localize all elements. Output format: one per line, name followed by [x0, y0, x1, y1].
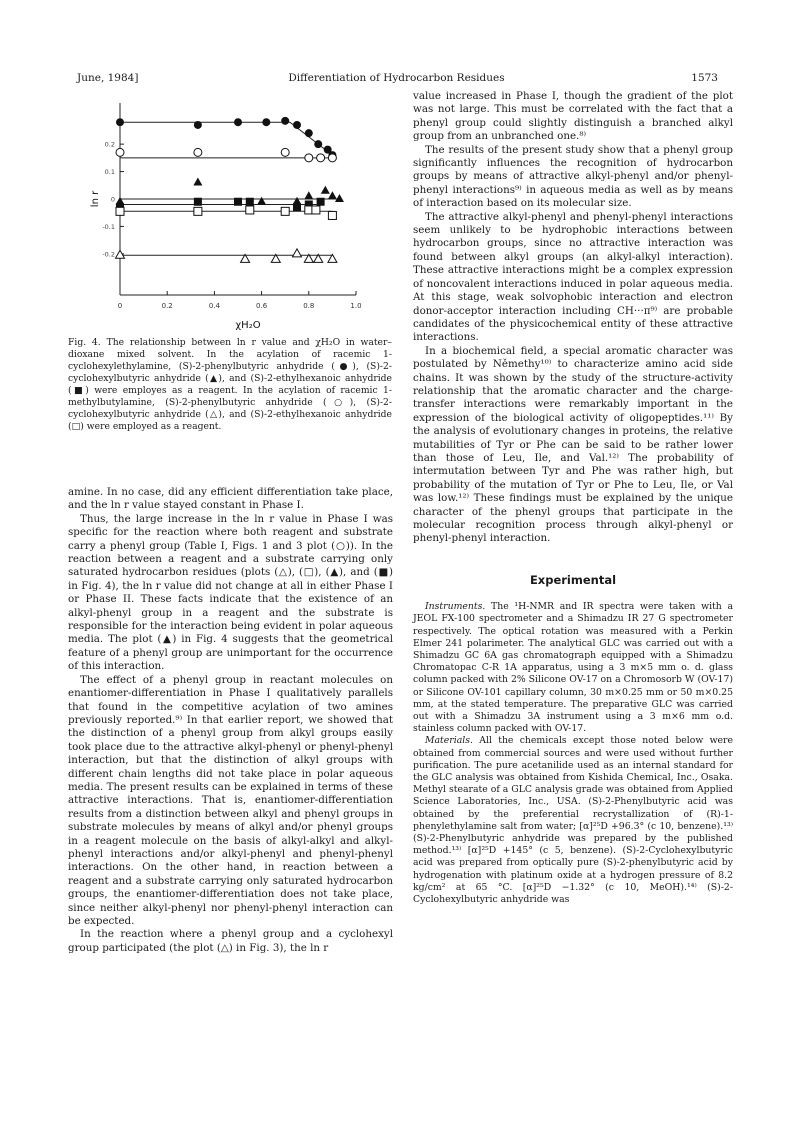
instruments-text: The ¹H-NMR and IR spectra were taken with a JEOL FX-100 spectrometer and a Shimadzu IR 27 G spectrometer respectively. The optical rotation was measured with a Perkin Elmer 241 polarimeter. The analytical GLC was carried out with a Shimadzu GC 6A gas chromatograph equipped with a Shimadzu Chromatopac C-R 1A apparatus, using a 3 m×5 mm o. d. glass column packed with 2% Silicone OV-17 on a Chromosorb W (OV-17) or Silicone OV-101 capillary column, 30 m×0.25 mm or 50 m×0.25 mm, at the stated temperature. The preparative GLC was carried out with a Shimadzu 3A instrument using a 3 m×6 mm o.d. stainless column packed with OV-17. [413, 601, 733, 735]
data-point-filled-triangle [335, 194, 344, 202]
data-point-open-circle [305, 154, 313, 162]
page-number: 1573 [691, 72, 718, 84]
data-point-filled-circle [281, 117, 289, 125]
y-axis-label: ln r [90, 190, 101, 208]
paragraph-instruments [413, 601, 733, 735]
paragraph: The effect of a phenyl group in reactant molecules on enantiomer-differentiation in Phase I qualitatively parallels that found in the competitive acylation of two amines previously reported.⁹⁾ In that earlier report, we showed that the distinction of a phenyl group from alkyl groups easily took place due to the attractive alkyl-phenyl or phenyl-phenyl interaction, but that the distinction of alkyl groups with different chain lengths did not take place in polar aqueous media. The present results can be explained in terms of these attractive interactions. That is, enantiomer-differentiation results from a distinction between alkyl and phenyl groups in substrate molecules by means of alkyl and/or phenyl groups in a reagent molecule on the basis of alkyl-alkyl and alkyl-phenyl interactions and/or alkyl-phenyl and phenyl-phenyl interactions. On the other hand, in reaction between a reagent and a substrate carrying only saturated hydrocarbon groups, the enantiomer-differentiation does not take place, since neither alkyl-phenyl nor phenyl-phenyl interaction can be expected. [68, 673, 393, 927]
section-heading-experimental: Experimental [529, 572, 617, 587]
data-point-open-triangle [293, 249, 302, 257]
data-point-open-circle [317, 154, 325, 162]
data-point-filled-circle [194, 121, 202, 129]
y-tick-label: 0.2 [104, 140, 115, 149]
x-axis-label: χH₂O [235, 320, 261, 331]
paragraph: The results of the present study show that a phenyl group significantly influences the recognition of hydrocarbon groups by means of attractive alkyl-phenyl and/or phenyl-phenyl interactions⁹⁾ in aqueous media as well as by means of interaction based on its molecular size. [413, 143, 733, 210]
paragraph-materials [413, 735, 733, 906]
left-column [68, 486, 393, 955]
data-point-open-square [246, 206, 254, 214]
data-point-open-square [281, 207, 289, 215]
x-tick-label: 1.0 [350, 302, 362, 310]
right-column [413, 90, 733, 906]
figure-caption [68, 337, 392, 433]
data-point-filled-triangle [304, 191, 313, 199]
data-point-filled-square [234, 198, 242, 206]
data-point-filled-triangle [321, 186, 330, 194]
data-point-filled-circle [314, 140, 322, 148]
data-point-open-square [312, 206, 320, 214]
data-point-open-circle [281, 148, 289, 156]
paragraph: The attractive alkyl-phenyl and phenyl-phenyl interactions seem unlikely to be hydrophobic interactions between hydrocarbon groups, since no attractive interaction was found between alkyl groups (an alkyl-alkyl interaction). These attractive interactions might be a complex expression of noncovalent interactions induced in polar aqueous media. At this stage, weak solvophobic interaction and electron donor-acceptor interaction including CH···π⁹⁾ are probable candidates of the physicochemical entity of these attractive interactions. [413, 210, 733, 344]
materials-text: All the chemicals except those noted below were obtained from commercial sources and were used without further purification. The pure acetanilide used as an internal standard for the GLC analysis was obtained from Kishida Chemical, Inc., Osaka. Methyl stearate of a GLC analysis grade was obtained from Applied Science Laboratories, Inc., USA. (S)-2-Phenylbutyric acid was obtained by the preferential recrystallization of (R)-1-phenylethylamine salt from water; [α]²⁵D +96.3° (c 10, benzene).¹³⁾ (S)-2-Phenylbutyric anhydride was prepared by the published method.¹³⁾ [α]²⁵D +145° (c 5, benzene). (S)-2-Cyclohexylbutyric acid was prepared from optically pure (S)-2-phenylbutyric acid by hydrogenation with platinum oxide at a hydrogen pressure of 8.2 kg/cm² at 65 °C. [α]²⁵D −1.32° (c 10, MeOH).¹⁴⁾ (S)-2-Cyclohexylbutyric anhydride was [413, 735, 733, 906]
x-tick-label: 0.8 [303, 302, 315, 310]
data-point-filled-circle [262, 118, 270, 126]
data-point-filled-circle [234, 118, 242, 126]
x-tick-label: 0.4 [208, 302, 220, 310]
data-point-filled-square [293, 203, 301, 211]
paragraph: amine. In no case, did any efficient differentiation take place, and the ln r value stayed constant in Phase I. [68, 486, 393, 512]
paragraph: In a biochemical field, a special aromatic character was postulated by Němethy¹⁰⁾ to characterize amino acid side chains. It was shown by the study of the structure-activity relationship that the aromatic character and the charge-transfer interactions were remarkably important in the expression of the biological activity of oligopeptides.¹¹⁾ By the analysis of evolutionary changes in proteins, the relative mutabilities of Tyr or Phe can be said to be rather lower than those of Leu, Ile, and Val.¹²⁾ The probability of intermutation between Tyr and Phe was rather high, but probability of the mutation of Tyr or Phe to Leu, Ile, or Val was low.¹²⁾ These findings must be explained by the unique character of the phenyl groups that participate in the molecular recognition process through alkyl-phenyl or phenyl-phenyl interaction. [413, 344, 733, 545]
data-point-open-square [328, 211, 336, 219]
series-trend-line [120, 122, 332, 155]
data-point-filled-triangle [257, 197, 266, 205]
data-point-filled-square [194, 198, 202, 206]
paragraph: value increased in Phase I, though the gradient of the plot was not large. This must be correlated with the fact that a phenyl group could slightly distinguish a branched alkyl group from an unbranched one.⁸⁾ [413, 90, 733, 143]
y-tick-label: 0 [110, 195, 115, 204]
x-tick-label: 0 [117, 302, 123, 310]
data-point-filled-circle [305, 129, 313, 137]
x-tick-label: 0.2 [161, 302, 173, 310]
data-point-filled-triangle [328, 191, 337, 199]
run-in-heading-instruments: Instruments. [425, 601, 486, 613]
figure-caption-text: The relationship between ln r value and χH₂O in water–dioxane mixed solvent. In the acylation of racemic 1-cyclohexylethylamine, (S)-2-phenylbutyric anhydride (●), (S)-2-cyclohexylbutyric anhydride (▲), and (S)-2-ethylhexanoic anhydride (■) were employes as a reagent. In the acylation of racemic 1-methylbutylamine, (S)-2-phenylbutyric anhydride (○), (S)-2-cyclohexylbutyric anhydride (△), and (S)-2-ethylhexanoic anhydride (□) were employed as a reagent. [68, 337, 392, 432]
data-point-open-circle [116, 148, 124, 156]
data-point-filled-square [317, 198, 325, 206]
y-tick-label: -0.1 [102, 222, 115, 231]
paragraph: In the reaction where a phenyl group and a cyclohexyl group participated (the plot (△) in Fig. 3), the ln r [68, 928, 393, 954]
data-point-filled-triangle [193, 178, 202, 186]
y-tick-label: 0.1 [104, 168, 115, 177]
figure-label: Fig. 4. [68, 337, 101, 348]
running-header-title: Differentiation of Hydrocarbon Residues [288, 72, 505, 84]
data-point-filled-square [246, 198, 254, 206]
y-tick-label: -0.2 [102, 250, 115, 259]
data-point-open-circle [328, 154, 336, 162]
run-in-heading-materials: Materials. [425, 735, 473, 747]
data-point-filled-circle [116, 118, 124, 126]
paragraph: Thus, the large increase in the ln r value in Phase I was specific for the reaction where both reagent and substrate carry a phenyl group (Table I, Figs. 1 and 3 plot (○)). In the reaction between a reagent and a substrate carrying only saturated hydrocarbon residues (plots (△), (□), (▲), and (■) in Fig. 4), the ln r value did not change at all in either Phase I or Phase II. These facts indicate that the existence of an alkyl-phenyl group in a reagent and the substrate is responsible for the interaction being evident in polar aqueous media. The plot (▲) in Fig. 4 suggests that the geometrical feature of a phenyl group are unimportant for the occurrence of this interaction. [68, 512, 393, 673]
data-point-filled-circle [293, 121, 301, 129]
x-tick-label: 0.6 [256, 302, 268, 310]
data-point-open-square [116, 207, 124, 215]
figure-4-chart [78, 95, 388, 335]
data-point-open-circle [194, 148, 202, 156]
data-point-open-square [194, 207, 202, 215]
running-header-date: June, 1984] [77, 72, 139, 84]
